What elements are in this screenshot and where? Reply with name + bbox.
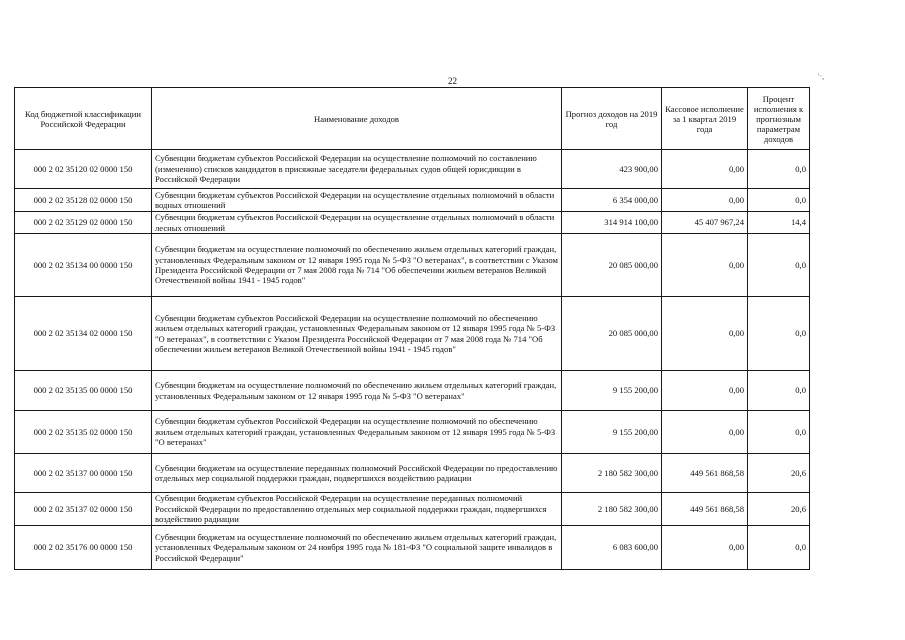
- cell-percent: 0,0: [748, 234, 810, 297]
- header-forecast: Прогноз доходов на 2019 год: [562, 88, 662, 150]
- cell-forecast: 9 155 200,00: [562, 411, 662, 454]
- cell-percent: 20,6: [748, 454, 810, 493]
- cell-percent: 0,0: [748, 150, 810, 189]
- cell-code: 000 2 02 35120 02 0000 150: [15, 150, 152, 189]
- cell-forecast: 20 085 000,00: [562, 234, 662, 297]
- cell-execution: 0,00: [662, 371, 748, 411]
- cell-code: 000 2 02 35137 00 0000 150: [15, 454, 152, 493]
- cell-code: 000 2 02 35137 02 0000 150: [15, 493, 152, 526]
- cell-forecast: 6 083 600,00: [562, 526, 662, 570]
- cell-percent: 0,0: [748, 297, 810, 371]
- table-row: [15, 189, 810, 212]
- cell-forecast: 9 155 200,00: [562, 371, 662, 411]
- table-row: [15, 297, 810, 371]
- cell-forecast: 423 900,00: [562, 150, 662, 189]
- table-row: [15, 454, 810, 493]
- table-row: [15, 411, 810, 454]
- table-row: [15, 371, 810, 411]
- cell-forecast: 20 085 000,00: [562, 297, 662, 371]
- cell-execution: 449 561 868,58: [662, 493, 748, 526]
- cell-code: 000 2 02 35128 02 0000 150: [15, 189, 152, 212]
- cell-forecast: 2 180 582 300,00: [562, 493, 662, 526]
- corner-mark: '·,: [818, 72, 825, 81]
- cell-execution: 0,00: [662, 150, 748, 189]
- cell-name: Субвенции бюджетам субъектов Российской Федерации на осуществление отдельных полномочий в области водных отношений: [152, 189, 562, 212]
- cell-code: 000 2 02 35135 02 0000 150: [15, 411, 152, 454]
- cell-execution: 0,00: [662, 411, 748, 454]
- cell-percent: 0,0: [748, 371, 810, 411]
- header-percent: Процент исполнения к прогнозным параметрам доходов: [748, 88, 810, 150]
- cell-percent: 20,6: [748, 493, 810, 526]
- cell-name: Субвенции бюджетам на осуществление полномочий по обеспечению жильем отдельных категорий граждан, установленных Федеральным законом от 12 января 1995 года № 5-ФЗ "О ветеранах", в соответствии с Указом Президента Российской Федерации от 7 мая 2008 года № 714 "Об обеспечении жильем ветеранов Великой Отечественной войны 1941 - 1945 годов": [152, 234, 562, 297]
- header-code: Код бюджетной классификации Российской Федерации: [15, 88, 152, 150]
- cell-forecast: 314 914 100,00: [562, 212, 662, 234]
- cell-code: 000 2 02 35129 02 0000 150: [15, 212, 152, 234]
- table-row: [15, 150, 810, 189]
- cell-name: Субвенции бюджетам субъектов Российской Федерации на осуществление полномочий по обеспечению жильем отдельных категорий граждан, установленных Федеральным законом от 12 января 1995 года № 5-ФЗ "О ветеранах": [152, 411, 562, 454]
- cell-execution: 0,00: [662, 234, 748, 297]
- table-row: [15, 526, 810, 570]
- cell-execution: 0,00: [662, 297, 748, 371]
- cell-code: 000 2 02 35135 00 0000 150: [15, 371, 152, 411]
- cell-name: Субвенции бюджетам субъектов Российской Федерации на осуществление полномочий по обеспечению жильем отдельных категорий граждан, установленных Федеральным законом от 12 января 1995 года № 5-ФЗ "О ветеранах", в соответствии с Указом Президента Российской Федерации от 7 мая 2008 года № 714 "Об обеспечении жильем ветеранов Великой Отечественной войны 1941 - 1945 годов": [152, 297, 562, 371]
- header-name: Наименование доходов: [152, 88, 562, 150]
- table-header-row: [15, 88, 810, 150]
- cell-percent: 0,0: [748, 526, 810, 570]
- page-number: 22: [448, 76, 457, 86]
- cell-percent: 14,4: [748, 212, 810, 234]
- revenue-table: [14, 87, 810, 570]
- cell-name: Субвенции бюджетам на осуществление переданных полномочий Российской Федерации по предоставлению отдельных мер социальной поддержки граждан, подвергшихся воздействию радиации: [152, 454, 562, 493]
- cell-forecast: 2 180 582 300,00: [562, 454, 662, 493]
- cell-percent: 0,0: [748, 411, 810, 454]
- cell-name: Субвенции бюджетам на осуществление полномочий по обеспечению жильем отдельных категорий граждан, установленных Федеральным законом от 12 января 1995 года № 5-ФЗ "О ветеранах": [152, 371, 562, 411]
- cell-name: Субвенции бюджетам на осуществление полномочий по обеспечению жильем отдельных категорий граждан, установленных Федеральным законом от 24 ноября 1995 года № 181-ФЗ "О социальной защите инвалидов в Российской Федерации": [152, 526, 562, 570]
- table-row: [15, 493, 810, 526]
- cell-percent: 0,0: [748, 189, 810, 212]
- cell-execution: 0,00: [662, 526, 748, 570]
- cell-execution: 449 561 868,58: [662, 454, 748, 493]
- table-row: [15, 212, 810, 234]
- cell-forecast: 6 354 000,00: [562, 189, 662, 212]
- header-execution: Кассовое исполнение за 1 квартал 2019 года: [662, 88, 748, 150]
- cell-code: 000 2 02 35176 00 0000 150: [15, 526, 152, 570]
- cell-execution: 0,00: [662, 189, 748, 212]
- cell-execution: 45 407 967,24: [662, 212, 748, 234]
- cell-code: 000 2 02 35134 00 0000 150: [15, 234, 152, 297]
- cell-code: 000 2 02 35134 02 0000 150: [15, 297, 152, 371]
- cell-name: Субвенции бюджетам субъектов Российской Федерации на осуществление отдельных полномочий в области лесных отношений: [152, 212, 562, 234]
- cell-name: Субвенции бюджетам субъектов Российской Федерации на осуществление полномочий по составлению (изменению) списков кандидатов в присяжные заседатели федеральных судов общей юрисдикции в Российской Федерации: [152, 150, 562, 189]
- table-row: [15, 234, 810, 297]
- cell-name: Субвенции бюджетам субъектов Российской Федерации на осуществление переданных полномочий Российской Федерации по предоставлению отдельных мер социальной поддержки граждан, подвергшихся воздействию радиации: [152, 493, 562, 526]
